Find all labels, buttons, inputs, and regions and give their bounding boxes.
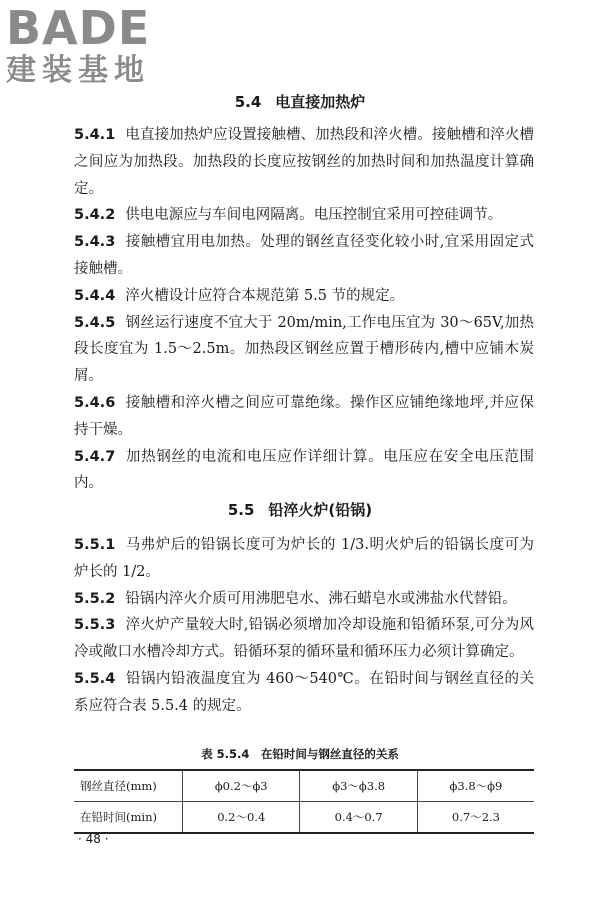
clause-number: 5.4.7 xyxy=(74,448,116,465)
clause-number: 5.4.2 xyxy=(74,207,116,224)
logo xyxy=(6,1,151,88)
clause-text: 淬火炉产量较大时,铅锅必须增加冷却设施和铅循环泵,可分为风冷或敞口水槽冷却方式。铅循环泵的循环量和循环压力必须计算确定。 xyxy=(74,617,534,661)
table-cell: 0.2～0.4 xyxy=(183,802,300,834)
clause-text: 淬火槽设计应符合本规范第 5.5 节的规定。 xyxy=(125,287,405,304)
section-title: 铅淬火炉(铅锅) xyxy=(268,501,373,519)
section-5-4-body xyxy=(74,122,534,497)
clause-number: 5.5.4 xyxy=(74,670,116,687)
table-cell: 钢丝直径(mm) xyxy=(74,770,183,802)
table-caption: 表 5.5.4 在铅时间与钢丝直径的关系 xyxy=(201,747,399,761)
clause-text: 钢丝运行速度不宜大于 20m/min,工作电压宜为 30～65V,加热段长度宜为 1.5～2.5m。加热段区钢丝应置于槽形砖内,槽中应铺木炭屑。 xyxy=(74,314,534,385)
table-cell: ϕ3.8～ϕ9 xyxy=(417,770,534,802)
clause-5-4-1 xyxy=(74,122,534,202)
section-heading-5-4 xyxy=(0,91,600,112)
clause-text: 铅锅内铅液温度宜为 460～540℃。在铅时间与钢丝直径的关系应符合表 5.5.4 的规定。 xyxy=(74,670,534,714)
clause-number: 5.4.5 xyxy=(74,314,116,331)
logo-brand: BADE xyxy=(6,1,151,55)
clause-5-4-7 xyxy=(74,444,534,498)
section-number: 5.5 xyxy=(227,501,255,519)
clause-5-4-2 xyxy=(74,202,534,229)
clause-5-5-3 xyxy=(74,612,534,666)
clause-text: 加热钢丝的电流和电压应作详细计算。电压应在安全电压范围内。 xyxy=(74,448,534,492)
clause-5-4-5 xyxy=(74,310,534,390)
clause-5-5-2 xyxy=(74,586,534,613)
section-title: 电直接加热炉 xyxy=(275,93,366,111)
clause-text: 接触槽宜用电加热。处理的钢丝直径变化较小时,宜采用固定式接触槽。 xyxy=(74,234,534,277)
clause-text: 铅锅内淬火介质可用沸肥皂水、沸石蜡皂水或沸盐水代替铅。 xyxy=(125,590,517,607)
table-cell: 在铅时间(min) xyxy=(74,802,183,834)
table-row xyxy=(74,770,534,802)
clause-number: 5.5.2 xyxy=(74,590,116,607)
clause-5-4-3 xyxy=(74,229,534,283)
table-cell: ϕ3～ϕ3.8 xyxy=(300,770,417,802)
clause-number: 5.4.4 xyxy=(74,287,116,304)
clause-5-4-4 xyxy=(74,283,534,310)
clause-number: 5.4.3 xyxy=(74,234,116,251)
lead-time-table xyxy=(74,769,534,834)
section-5-5-body xyxy=(74,532,534,720)
clause-5-5-1 xyxy=(74,532,534,586)
clause-5-4-6 xyxy=(74,390,534,444)
page-number: · 48 · xyxy=(78,832,109,846)
clause-text: 电直接加热炉应设置接触槽、加热段和淬火槽。接触槽和淬火槽之间应为加热段。加热段的长度应按钢丝的加热时间和加热温度计算确定。 xyxy=(74,127,534,197)
clause-number: 5.5.1 xyxy=(74,537,116,553)
table-row xyxy=(74,802,534,834)
clause-text: 供电电源应与车间电网隔离。电压控制宜采用可控硅调节。 xyxy=(125,207,503,224)
clause-number: 5.4.1 xyxy=(74,127,116,143)
table-cell: 0.4～0.7 xyxy=(300,802,417,834)
clause-5-5-4 xyxy=(74,666,534,720)
clause-number: 5.4.6 xyxy=(74,394,116,411)
section-heading-5-5 xyxy=(0,499,600,520)
clause-text: 马弗炉后的铅锅长度可为炉长的 1/3.明火炉后的铅锅长度可为炉长的 1/2。 xyxy=(74,537,534,580)
table-cell: 0.7～2.3 xyxy=(417,802,534,834)
section-number: 5.4 xyxy=(234,93,262,111)
logo-subtitle: 建装基地 xyxy=(6,53,150,88)
table-cell: ϕ0.2～ϕ3 xyxy=(183,770,300,802)
clause-number: 5.5.3 xyxy=(74,617,116,634)
clause-text: 接触槽和淬火槽之间应可靠绝缘。操作区应铺绝缘地坪,并应保持干燥。 xyxy=(74,394,534,438)
